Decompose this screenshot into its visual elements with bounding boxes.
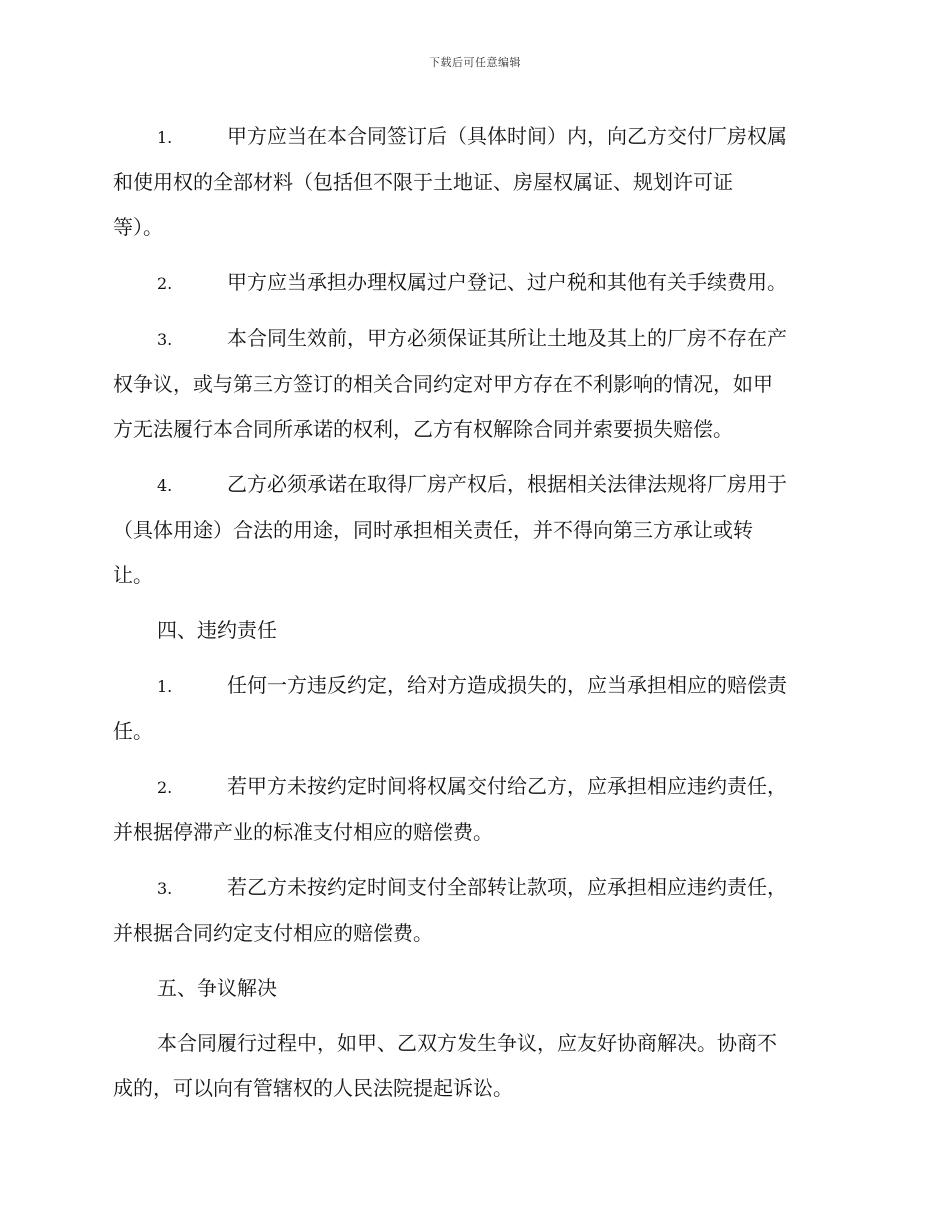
item-number: 3. [157,330,173,349]
paragraph-line: 本合同履行过程中，如甲、乙双方发生争议，应友好协商解决。协商不 [157,1031,777,1055]
paragraph-line: 成的，可以向有管辖权的人民法院提起诉讼。 [113,1076,513,1100]
obligation-item-2 [113,260,837,306]
item-text-line: 任。 [113,719,153,743]
item-text-line: 乙方必须承诺在取得厂房产权后，根据相关法律法规将厂房用于 [227,472,787,496]
item-text-line: 甲方应当承担办理权属过户登记、过户税和其他有关手续费用。 [227,270,787,294]
obligation-item-1 [113,114,837,250]
item-number: 2. [157,274,173,293]
item-text-line: 本合同生效前，甲方必须保证其所让土地及其上的厂房不存在产 [227,326,787,350]
item-text-line: 权争议，或与第三方签订的相关合同约定对甲方存在不利影响的情况，如甲 [113,372,773,396]
item-text-line: 甲方应当在本合同签订后（具体时间）内，向乙方交付厂房权属 [227,124,787,148]
liability-item-1 [113,663,837,754]
section-heading-dispute: 五、争议解决 [157,976,277,1000]
item-text-line: 方无法履行本合同所承诺的权利，乙方有权解除合同并索要损失赔偿。 [113,417,733,441]
item-text-line: 等）。 [113,215,163,239]
item-text-line: 并根据停滞产业的标准支付相应的赔偿费。 [113,820,493,844]
item-text-line: 若乙方未按约定时间支付全部转让款项，应承担相应违约责任， [227,875,787,899]
obligation-item-3 [113,316,837,452]
item-text-line: （具体用途）合法的用途，同时承担相关责任，并不得向第三方承让或转 [113,518,753,542]
page-header: 下载后可任意编辑 [429,56,521,69]
obligation-item-4 [113,462,837,598]
item-number: 3. [157,879,173,898]
item-number: 2. [157,778,173,797]
section-heading-liability: 四、违约责任 [157,618,277,642]
item-number: 4. [157,476,173,495]
item-text-line: 任何一方违反约定，给对方造成损失的，应当承担相应的赔偿责 [227,673,787,697]
liability-item-3 [113,865,837,956]
item-number: 1. [157,677,173,696]
item-text-line: 让。 [113,563,153,587]
dispute-paragraph [113,1021,837,1111]
item-text-line: 和使用权的全部材料（包括但不限于土地证、房屋权属证、规划许可证 [113,170,733,194]
item-text-line: 并根据合同约定支付相应的赔偿费。 [113,921,433,945]
liability-item-2 [113,764,837,855]
document-body [113,114,837,1121]
item-number: 1. [157,128,173,147]
item-text-line: 若甲方未按约定时间将权属交付给乙方，应承担相应违约责任， [227,774,787,798]
